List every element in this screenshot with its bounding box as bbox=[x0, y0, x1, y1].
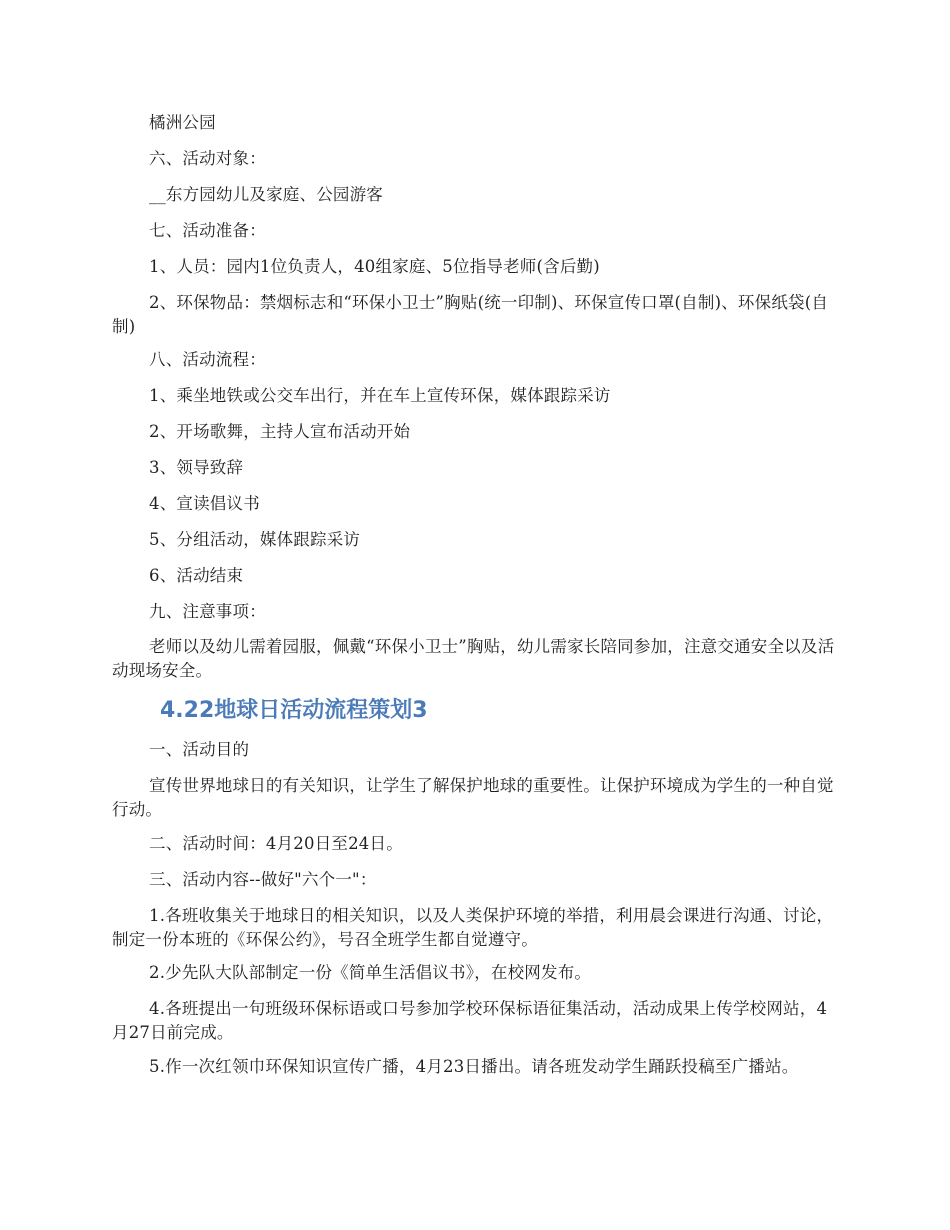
section-heading-purpose: 一、活动目的 bbox=[149, 740, 250, 759]
purpose-text: 宣传世界地球日的有关知识，让学生了解保护地球的重要性。让保护环境成为学生的一种自觉行动。 bbox=[112, 776, 834, 819]
prep-item-2: 2、环保物品：禁烟标志和“环保小卫士”胸贴(统一印制)、环保宣传口罩(自制)、环保纸袋(自制) bbox=[112, 293, 829, 336]
content-heading: 三、活动内容--做好"六个一"： bbox=[149, 870, 377, 889]
flow-item-5: 5、分组活动，媒体跟踪采访 bbox=[149, 530, 361, 549]
prep-item-1: 1、人员：园内1位负责人，40组家庭、5位指导老师(含后勤) bbox=[149, 257, 600, 276]
content-item-5: 5.作一次红领巾环保知识宣传广播，4月23日播出。请各班发动学生踊跃投稿至广播站。 bbox=[149, 1057, 799, 1076]
location-value: 橘洲公园 bbox=[149, 113, 216, 132]
audience-text: __东方园幼儿及家庭、公园游客 bbox=[149, 185, 383, 204]
content-item-4: 4.各班提出一句班级环保标语或口号参加学校环保标语征集活动，活动成果上传学校网站，4月27日前完成。 bbox=[112, 999, 828, 1042]
flow-item-4: 4、宣读倡议书 bbox=[149, 494, 260, 513]
section-heading-flow: 八、活动流程： bbox=[149, 350, 266, 369]
flow-item-3: 3、领导致辞 bbox=[149, 458, 244, 477]
section-heading-audience: 六、活动对象： bbox=[149, 149, 266, 168]
section-heading-notes: 九、注意事项： bbox=[149, 602, 266, 621]
flow-item-1: 1、乘坐地铁或公交车出行，并在车上宣传环保，媒体跟踪采访 bbox=[149, 386, 611, 405]
flow-item-2: 2、开场歌舞，主持人宣布活动开始 bbox=[149, 422, 411, 441]
content-item-1: 1.各班收集关于地球日的相关知识，以及人类保护环境的举措，利用晨会课进行沟通、讨论，制定一份本班的《环保公约》，号召全班学生都自觉遵守。 bbox=[112, 906, 834, 949]
notes-text: 老师以及幼儿需着园服，佩戴“环保小卫士”胸贴，幼儿需家长陪同参加，注意交通安全以及活动现场安全。 bbox=[112, 637, 835, 680]
flow-item-6: 6、活动结束 bbox=[149, 566, 244, 585]
time-text: 二、活动时间：4月20日至24日。 bbox=[149, 834, 403, 853]
section-title: 4.22地球日活动流程策划3 bbox=[160, 698, 428, 723]
content-item-2: 2.少先队大队部制定一份《简单生活倡议书》，在校网发布。 bbox=[149, 963, 592, 982]
section-heading-preparation: 七、活动准备： bbox=[149, 221, 266, 240]
